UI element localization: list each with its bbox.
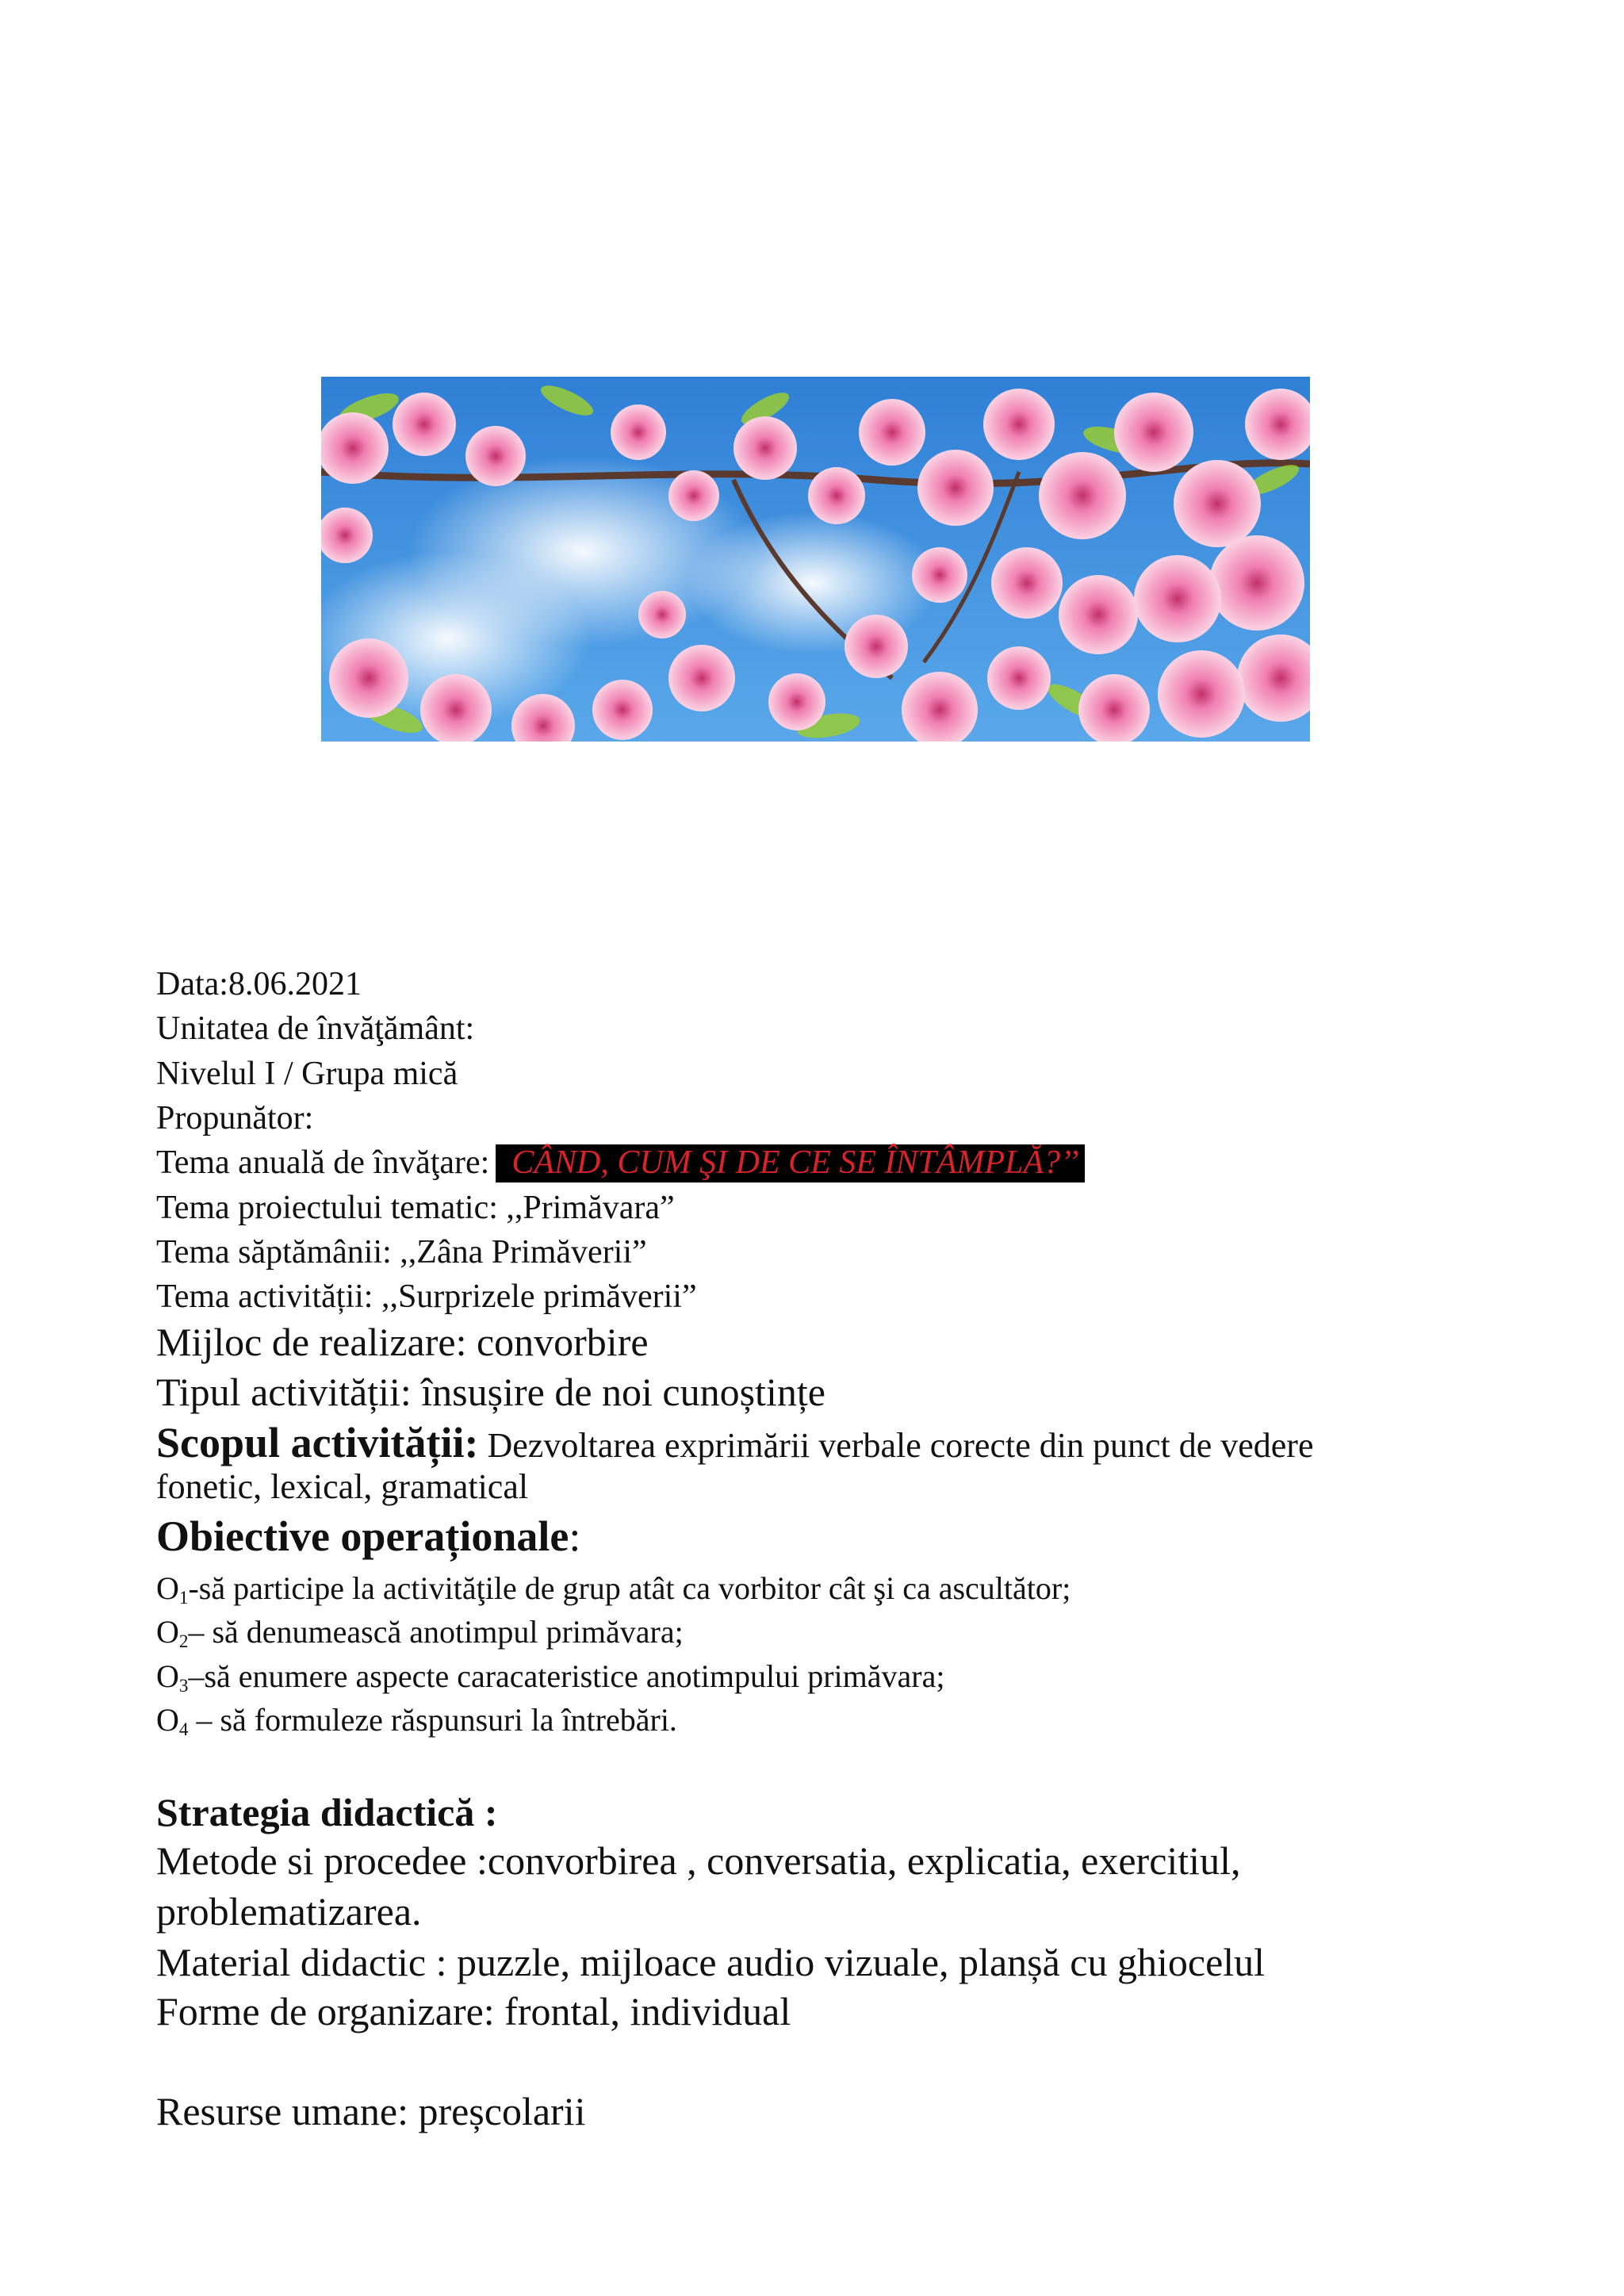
school-unit-line: Unitatea de învăţământ:	[156, 1010, 475, 1047]
organization-forms-line: Forme de organizare: frontal, individual	[156, 1989, 791, 2033]
purpose-text-continued: fonetic, lexical, gramatical	[156, 1467, 529, 1506]
human-resources-line: Resurse umane: preșcolarii	[156, 2089, 586, 2133]
purpose-line	[156, 1421, 1313, 1464]
activity-theme-line: Tema activității: ,,Surprizele primăverii”	[156, 1278, 697, 1315]
material-line: Material didactic : puzzle, mijloace audio vizuale, planșă cu ghiocelul	[156, 1940, 1266, 1984]
methods-line: Metode si procedee :convorbirea , conversatia, explicatia, exercitiul,	[156, 1838, 1241, 1883]
means-line: Mijloc de realizare: convorbire	[156, 1320, 649, 1364]
objectives-heading	[156, 1512, 581, 1560]
objective-item: $O_1-să$ participe la activităţile de grup atât ca vorbitor cât şi ca ascultător;	[156, 1570, 1071, 1608]
level-group-line: Nivelul I / Grupa mică	[156, 1056, 458, 1092]
project-theme-line: Tema proiectului tematic: ,,Primăvara”	[156, 1190, 675, 1226]
objective-item: $O_2-$ să denumească anotimpul primăvara;	[156, 1614, 684, 1652]
strategy-heading: Strategia didactică :	[156, 1790, 498, 1834]
activity-type-line: Tipul activității: însușire de noi cunoștințe	[156, 1370, 825, 1414]
objectives-colon: :	[569, 1512, 581, 1560]
proposer-line: Propunător:	[156, 1100, 314, 1137]
methods-line-continued: problematizarea.	[156, 1889, 422, 1934]
annual-theme-line	[156, 1146, 1085, 1179]
date-line: Data:8.06.2021	[156, 966, 362, 1002]
purpose-label: Scopul activității:	[156, 1419, 479, 1466]
purpose-text: Dezvoltarea exprimării verbale corecte din punct de vedere	[478, 1426, 1314, 1465]
annual-theme-label: Tema anuală de învăţare:	[156, 1144, 490, 1181]
cherry-blossom-image	[321, 377, 1310, 742]
objective-item: $O_3-să$ enumere aspecte caracateristice anotimpului primăvara;	[156, 1658, 945, 1696]
objectives-label: Obiective operaționale	[156, 1512, 569, 1560]
objective-item: $O_4$ – să formuleze răspunsuri la întrebări.	[156, 1702, 677, 1740]
week-theme-line: Tema săptămânii: ,,Zâna Primăverii”	[156, 1234, 647, 1271]
annual-theme-highlight: CÂND, CUM ŞI DE CE SE ÎNTÂMPLĂ?’’	[496, 1144, 1085, 1182]
